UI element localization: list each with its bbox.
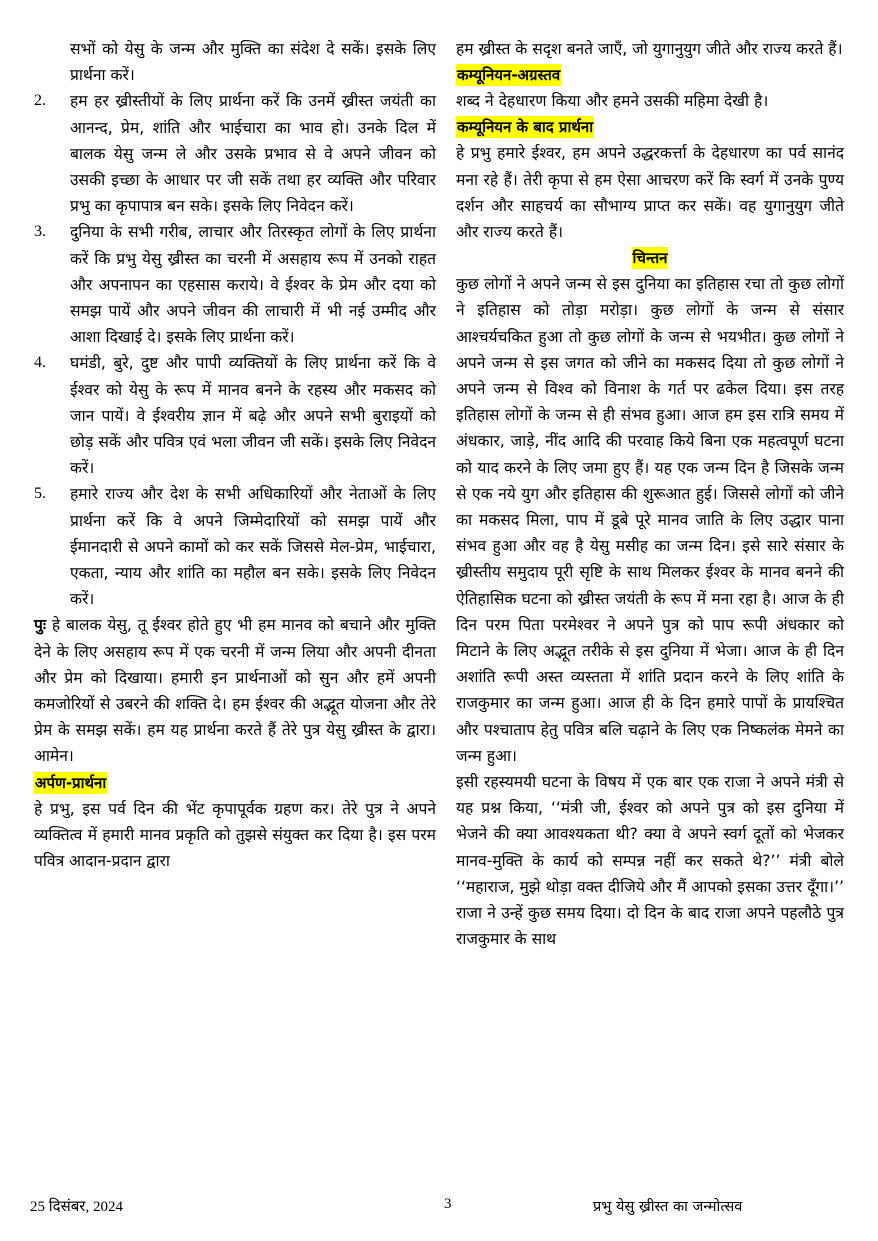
prayer-item-text: हम हर ख्रीस्तीयों के लिए प्रार्थना करें कि उनमें ख्रीस्त जयंती का आनन्द, प्रेम, शांति और भाईचारा का भाव हो। उनके दिल में बालक येसु जन्म ले और उसके प्रभाव से वे अपने जीवन को उसकी इच्छा के आधार पर जी सकें तथा हर व्यक्ति और परिवार प्रभु का कृपापात्र बन सके। इसके लिए निवेदन करें। bbox=[70, 92, 436, 216]
priest-prayer bbox=[34, 612, 436, 769]
prayer-item-4 bbox=[34, 350, 436, 481]
prayer-item-number: 5. bbox=[34, 485, 46, 503]
offering-prayer-text: हे प्रभु, इस पर्व दिन की भेंट कृपापूर्वक ग्रहण कर। तेरे पुत्र ने अपने व्यक्तित्व में हमारी मानव प्रकृति को तुझसे संयुक्त कर दिया है। इस परम पवित्र आदान-प्रदान द्वारा bbox=[34, 799, 436, 871]
communion-antiphon-text: शब्द ने देहधारण किया और हमने उसकी महिमा देखी है। bbox=[456, 92, 769, 111]
prayer-item-1-continuation bbox=[34, 36, 436, 88]
priest-prayer-text: हे बालक येसु, तू ईश्वर होते हुए भी हम मानव को बचाने और मुक्ति देने के लिए असहाय रूप में एक चरनी में जन्म लिया और अपनी दीनता और प्रेम को दिखाया। हमारी इन प्रार्थनाओं को सुन और हमें अपनी कमजोरियों से उबरने की शक्ति दे। हम ईश्वर की अद्भूत योजना और तेरे प्रेम के समझ सकें। हम यह प्रार्थना करते हैं तेरे पुत्र येसु ख्रीस्त के द्वारा। आमेन। bbox=[34, 616, 436, 766]
prayer-item-text: घमंडी, बुरे, दुष्ट और पापी व्यक्तियों के लिए प्रार्थना करें कि वे ईश्वर को येसु के रूप में मानव बनने के रहस्य और मकसद को जान पायें। वे ईश्वरीय ज्ञान में बढ़े और अपने सभी बुराइयों को छोड़ सकें और पवित्र एवं भला जीवन जी सकें। इसके लिए निवेदन करें। bbox=[70, 354, 436, 478]
left-column bbox=[34, 36, 436, 874]
prayer-item-text: दुनिया के सभी गरीब, लाचार और तिरस्कृत लोगों के लिए प्रार्थना करें कि प्रभु येसु ख्रीस्त का चरनी में असहाय रूप में उनको राहत और अपनापन का एहसास कराये। वे ईश्वर के प्रेम और दया को समझ पायें और अपने जीवन की लाचारी में भी नई उम्मीद और आशा दिखाई दे। इसके लिए प्रार्थना करें। bbox=[70, 223, 436, 347]
prayer-item-text: हमारे राज्य और देश के सभी अधिकारियों और नेताओं के लिए प्रार्थना करें कि वे अपने जिम्मेदारियों को समझ पायें और ईमानदारी से अपने कामों को कर सकें जिससे मेल-प्रेम, भाईचारा, एकता, न्याय और शांति का महौल बन सके। इसके लिए निवेदन करें। bbox=[70, 485, 436, 609]
prayer-item-number: 4. bbox=[34, 354, 46, 372]
reflection-paragraph: कुछ लोगों ने अपने जन्म से इस दुनिया का इतिहास रचा तो कुछ लोगों ने इतिहास को तोड़ा मरोड़ा। कुछ लोगों के जन्म से संसार आश्चर्यचकित हुआ तो कुछ लोगों के जन्म से भयभीत। कुछ लोगों ने अपने जन्म से इस जगत को जीने का मकसद दिया तो कुछ लोगों ने अपने जन्म से विश्व को विनाश के गर्त पर ढकेल दिया। इस तरह इतिहास लोगों के जन्म से ही संभव हुआ। आज हम इस रात्रि समय में अंधकार, जाड़े, नींद आदि की परवाह किये बिना एक महत्वपूर्ण घटना को याद करने के लिए जमा हुए हैं। यह एक जन्म दिन है जिसके जन्म से एक नये युग और इतिहास की शुरूआत हुई। जिससे लोगों को जीने का मकसद मिला, पाप में डूबे पूरे मानव जाति के लिए उद्धार पाना संभव हुआ और वह है येसु मसीह का जन्म दिन। इसे सारे संसार के ख्रीस्तीय समुदाय पूरी सृष्टि के साथ मिलकर ईश्वर के मानव बनने की ऐतिहासिक घटना को ख्रीस्त जयंती के रूप में मना रहा है। आज के ही दिन परम पिता परमेश्वर ने अपने पुत्र को पाप रूपी अंधकार को मिटाने के लिए अद्भूत तरीके से इस दुनिया में भेजा। आज के ही दिन अशांति रूपी अस्त व्यस्तता में शांति प्रदान करने के लिए शांति के राजकुमार का जन्म हुआ। आज ही के दिन हमारे पापों के प्रायश्चित और पश्चाताप हेतु पवित्र बलि चढ़ाने के लिए एक निष्कलंक मेमने का जन्म हुआ। bbox=[456, 275, 844, 765]
footer-title: प्रभु येसु ख्रीस्त का जन्मोत्सव bbox=[593, 1199, 743, 1215]
prayer-item-number: 2. bbox=[34, 92, 46, 110]
footer-date: 25 दिसंबर, 2024 bbox=[30, 1199, 123, 1215]
prayer-item-3 bbox=[34, 219, 436, 350]
offering-prayer-continuation: हम ख्रीस्त के सदृश बनते जाएँ, जो युगानुयुग जीते और राज्य करते हैं। bbox=[456, 40, 843, 58]
prayer-item-5 bbox=[34, 481, 436, 612]
prayer-item-text: सभों को येसु के जन्म और मुक्ति का संदेश दे सकें। इसके लिए प्रार्थना करें। bbox=[70, 40, 436, 85]
right-column bbox=[456, 36, 844, 953]
prayer-item-number: 3. bbox=[34, 223, 46, 241]
reflection-heading: चिन्तन bbox=[632, 249, 668, 268]
priest-label: पुः bbox=[34, 616, 47, 635]
post-communion-heading: कम्यूनियन के बाद प्रार्थना bbox=[457, 118, 594, 137]
post-communion-text: हे प्रभु हमारे ईश्वर, हम अपने उद्धरकर्त्ता के देहधारण का पर्व सानंद मना रहे हैं। तेरी कृपा से हम ऐसा आचरण करें कि स्वर्ग में उनके पुण्य दर्शन और साहचर्य का सौभाग्य प्राप्त कर सकें। वह युगानुयुग जीते और राज्य करते हैं। bbox=[456, 144, 844, 242]
communion-antiphon-heading: कम्यूनियन-अग्रस्तव bbox=[457, 66, 561, 85]
prayer-item-2 bbox=[34, 88, 436, 219]
offering-prayer-heading: अर्पण-प्रार्थना bbox=[35, 773, 107, 792]
reflection-paragraph: इसी रहस्यमयी घटना के विषय में एक बार एक राजा ने अपने मंत्री से यह प्रश्न किया, ‘‘मंत्री जी, ईश्वर को अपने पुत्र को इस दुनिया में भेजने की क्या आवश्यकता थी? क्या वे अपने स्वर्ग दूतों को भेजकर मानव-मुक्ति के कार्य को सम्पन्न नहीं कर सकते थे?’’ मंत्री बोले ‘‘महाराज, मुझे थोड़ा वक्त दीजिये और मैं आपको इसका उत्तर दूँगा।’’ राजा ने उन्हें कुछ समय दिया। दो दिन के बाद राजा अपने पहलौठे पुत्र राजकुमार के साथ bbox=[456, 773, 844, 949]
page-number: 3 bbox=[444, 1196, 452, 1212]
